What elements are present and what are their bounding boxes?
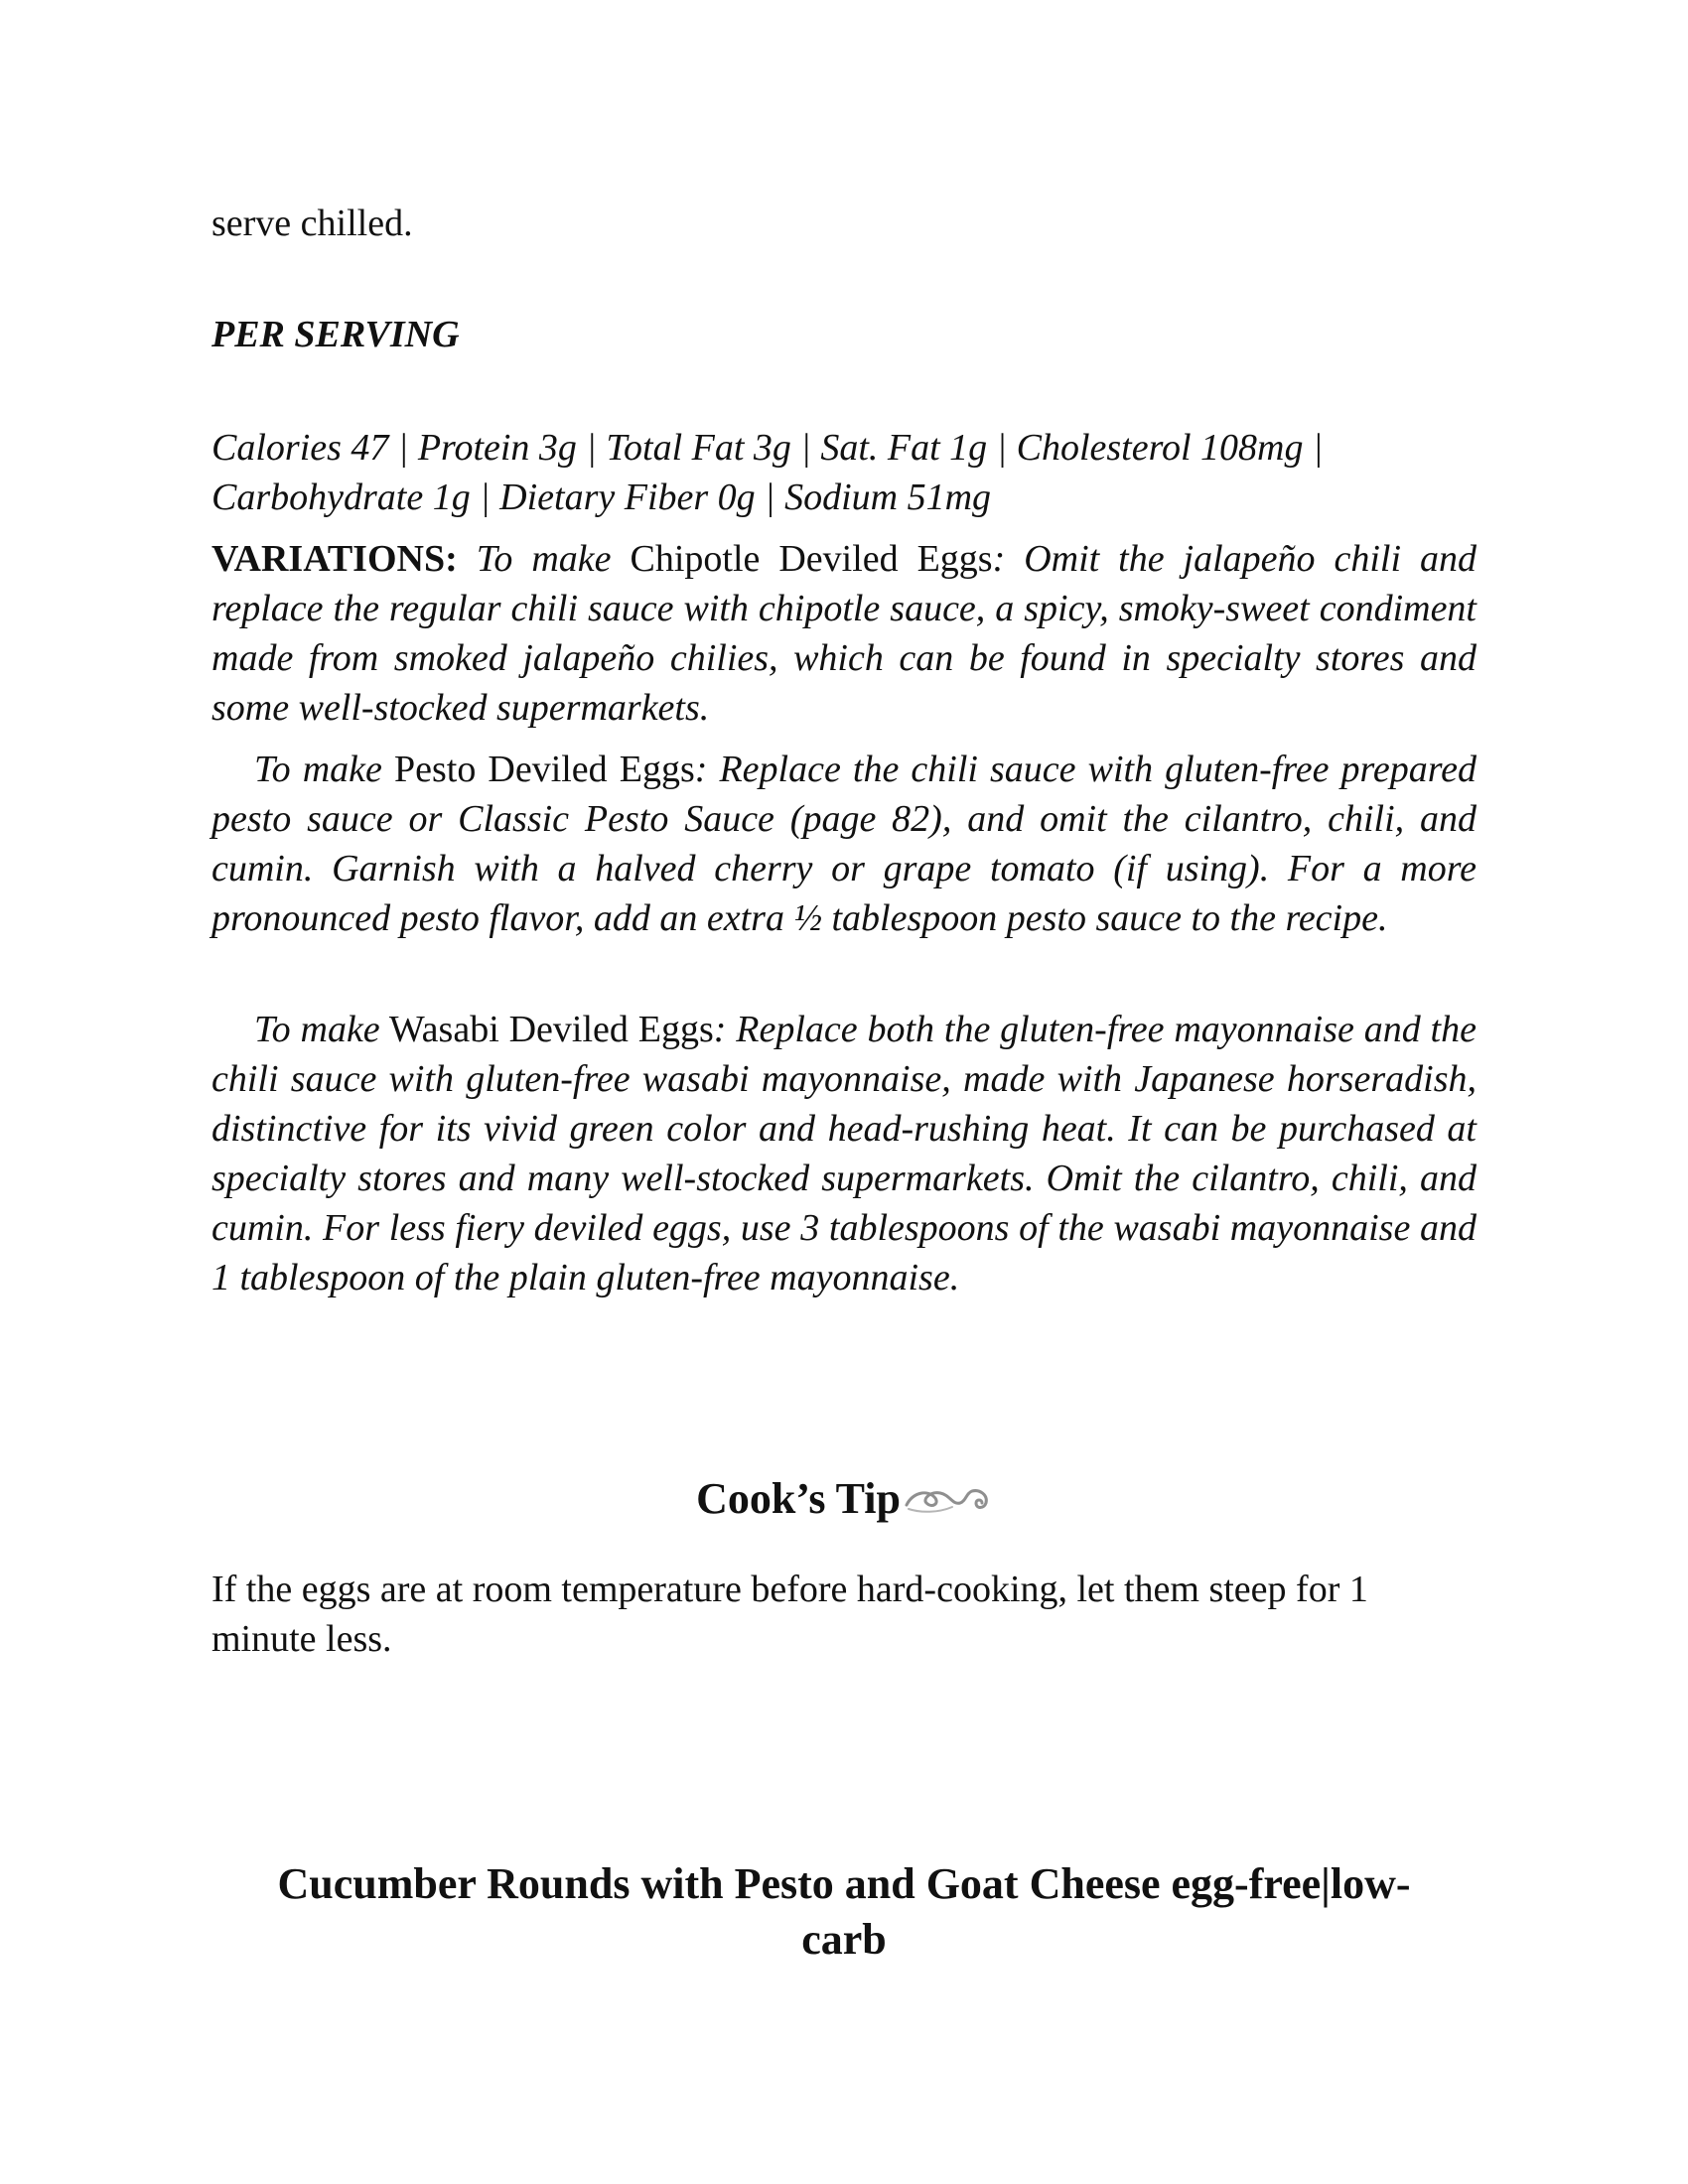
variation-text: : Replace the chili sauce with gluten-free prepared pesto sauce or Classic Pesto Sauce (page 82), and omit the cilantro, chili, and cumin. Garnish with a halved cherry or grape tomato (if using). For a more pronounced pesto flavor, add an extra ½ tablespoon pesto sauce to the recipe. [211, 749, 1477, 939]
variation-wasabi [211, 1005, 1477, 1302]
cooks-tip-heading [211, 1471, 1477, 1527]
variation-text: : Omit the jalapeño chili and replace the regular chili sauce with chipotle sauce, a spicy, smoky-sweet condiment made from smoked jalapeño chilies, which can be found in specialty stores and some well-stocked supermarkets. [211, 538, 1477, 729]
variation-pesto [211, 745, 1477, 943]
variations-label: VARIATIONS: [211, 538, 458, 580]
recipe-title: Cucumber Rounds with Pesto and Goat Cheese egg-free|low-carb [277, 1859, 1411, 1964]
variation-chipotle [211, 534, 1477, 733]
variation-name: Chipotle Deviled Eggs [630, 538, 993, 580]
variation-name: Wasabi Deviled Eggs [388, 1009, 714, 1050]
variation-lead: To make [254, 749, 382, 790]
per-serving-heading: PER SERVING [211, 314, 460, 355]
document-page [211, 0, 1477, 2184]
flourish-icon [901, 1473, 992, 1509]
serve-chilled-text: serve chilled. [211, 203, 413, 244]
variation-text: : Replace both the gluten-free mayonnaise and the chili sauce with gluten-free wasabi mayonnaise, made with Japanese horseradish, distinctive for its vivid green color and head-rushing heat. It can be purchased at specialty stores and many well-stocked supermarkets. Omit the cilantro, chili, and cumin. For less fiery deviled eggs, use 3 tablespoons of the wasabi mayonnaise and 1 tablespoon of the plain gluten-free mayonnaise. [211, 1009, 1477, 1298]
variation-lead: To make [254, 1009, 380, 1050]
cooks-tip-body: If the eggs are at room temperature before hard-cooking, let them steep for 1 minute less. [211, 1569, 1368, 1660]
variation-lead: To make [476, 538, 612, 580]
cooks-tip-title: Cook’s Tip [696, 1474, 901, 1523]
variation-name: Pesto Deviled Eggs [393, 749, 695, 790]
nutrition-facts: Calories 47 | Protein 3g | Total Fat 3g | Sat. Fat 1g | Cholesterol 108mg | Carbohydrate 1g | Dietary Fiber 0g | Sodium 51mg [211, 427, 1324, 518]
